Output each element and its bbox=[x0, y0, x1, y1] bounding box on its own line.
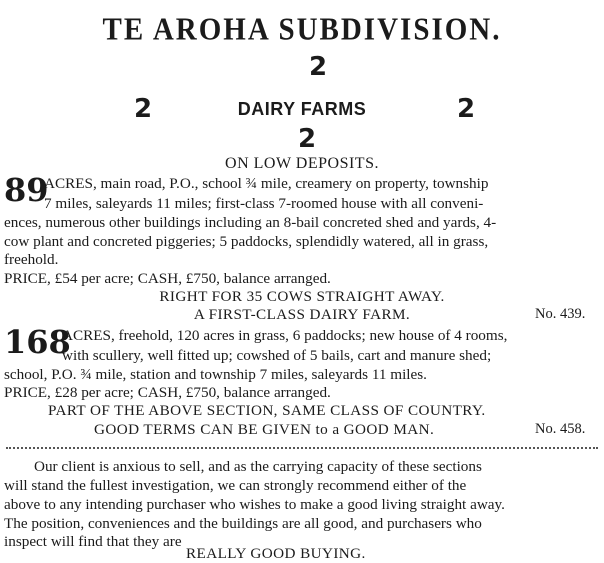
lot-highlight: RIGHT FOR 35 COWS STRAIGHT AWAY. bbox=[159, 288, 445, 305]
headline: DAIRY FARMS bbox=[237, 99, 367, 119]
closing-line: inspect will find that they are bbox=[4, 533, 182, 550]
lot-line: 7 miles, saleyards 11 miles; first-class 7-roomed house with all conveni- bbox=[44, 195, 484, 212]
lot-highlight: GOOD TERMS CAN BE GIVEN to a GOOD MAN. bbox=[94, 421, 435, 438]
lot-reference-number: No. 439. bbox=[535, 306, 586, 322]
page-title: TE AROHA SUBDIVISION. bbox=[102, 12, 502, 48]
closing-line: above to any intending purchaser who wishes to make a good living straight away. bbox=[4, 496, 505, 513]
lot-line: freehold. bbox=[4, 251, 59, 268]
lot-reference-number: No. 458. bbox=[535, 421, 586, 437]
lot-line: ences, numerous other buildings including an 8-bail concreted shed and yards, 4- bbox=[4, 214, 497, 231]
closing-line: The position, conveniences and the buildings are all good, and purchasers who bbox=[4, 515, 482, 532]
divider bbox=[6, 447, 598, 449]
lot-line: school, P.O. ¾ mile, station and township 7 miles, saleyards 11 miles. bbox=[4, 366, 427, 383]
lot-highlight: PART OF THE ABOVE SECTION, SAME CLASS OF COUNTRY. bbox=[48, 402, 486, 419]
closing-line: will stand the fullest investigation, we can strongly recommend either of the bbox=[4, 477, 467, 494]
lot-line: with scullery, well fitted up; cowshed of 5 bails, cart and manure shed; bbox=[62, 347, 492, 364]
lot-highlight: A FIRST-CLASS DAIRY FARM. bbox=[193, 306, 411, 323]
lot-line: cow plant and concreted piggeries; 5 paddocks, splendidly watered, all in grass, bbox=[4, 233, 489, 250]
lot-price: PRICE, £28 per acre; CASH, £750, balance arranged. bbox=[4, 384, 331, 401]
closing-line: Our client is anxious to sell, and as the carrying capacity of these sections bbox=[34, 458, 482, 475]
lot-line: ACRES, main road, P.O., school ¾ mile, creamery on property, township bbox=[44, 175, 489, 192]
lot-price: PRICE, £54 per acre; CASH, £750, balance arranged. bbox=[4, 270, 331, 287]
closing-final: REALLY GOOD BUYING. bbox=[186, 545, 366, 562]
count-bottom: 2 bbox=[298, 124, 317, 154]
lot-acreage: 168 bbox=[4, 323, 71, 361]
lot-line: ACRES, freehold, 120 acres in grass, 6 paddocks; new house of 4 rooms, bbox=[62, 327, 508, 344]
subheading: ON LOW DEPOSITS. bbox=[225, 155, 379, 172]
count-right: 2 bbox=[457, 94, 476, 124]
lot-acreage: 89 bbox=[4, 171, 49, 209]
count-top: 2 bbox=[309, 52, 328, 82]
count-left: 2 bbox=[134, 94, 153, 124]
